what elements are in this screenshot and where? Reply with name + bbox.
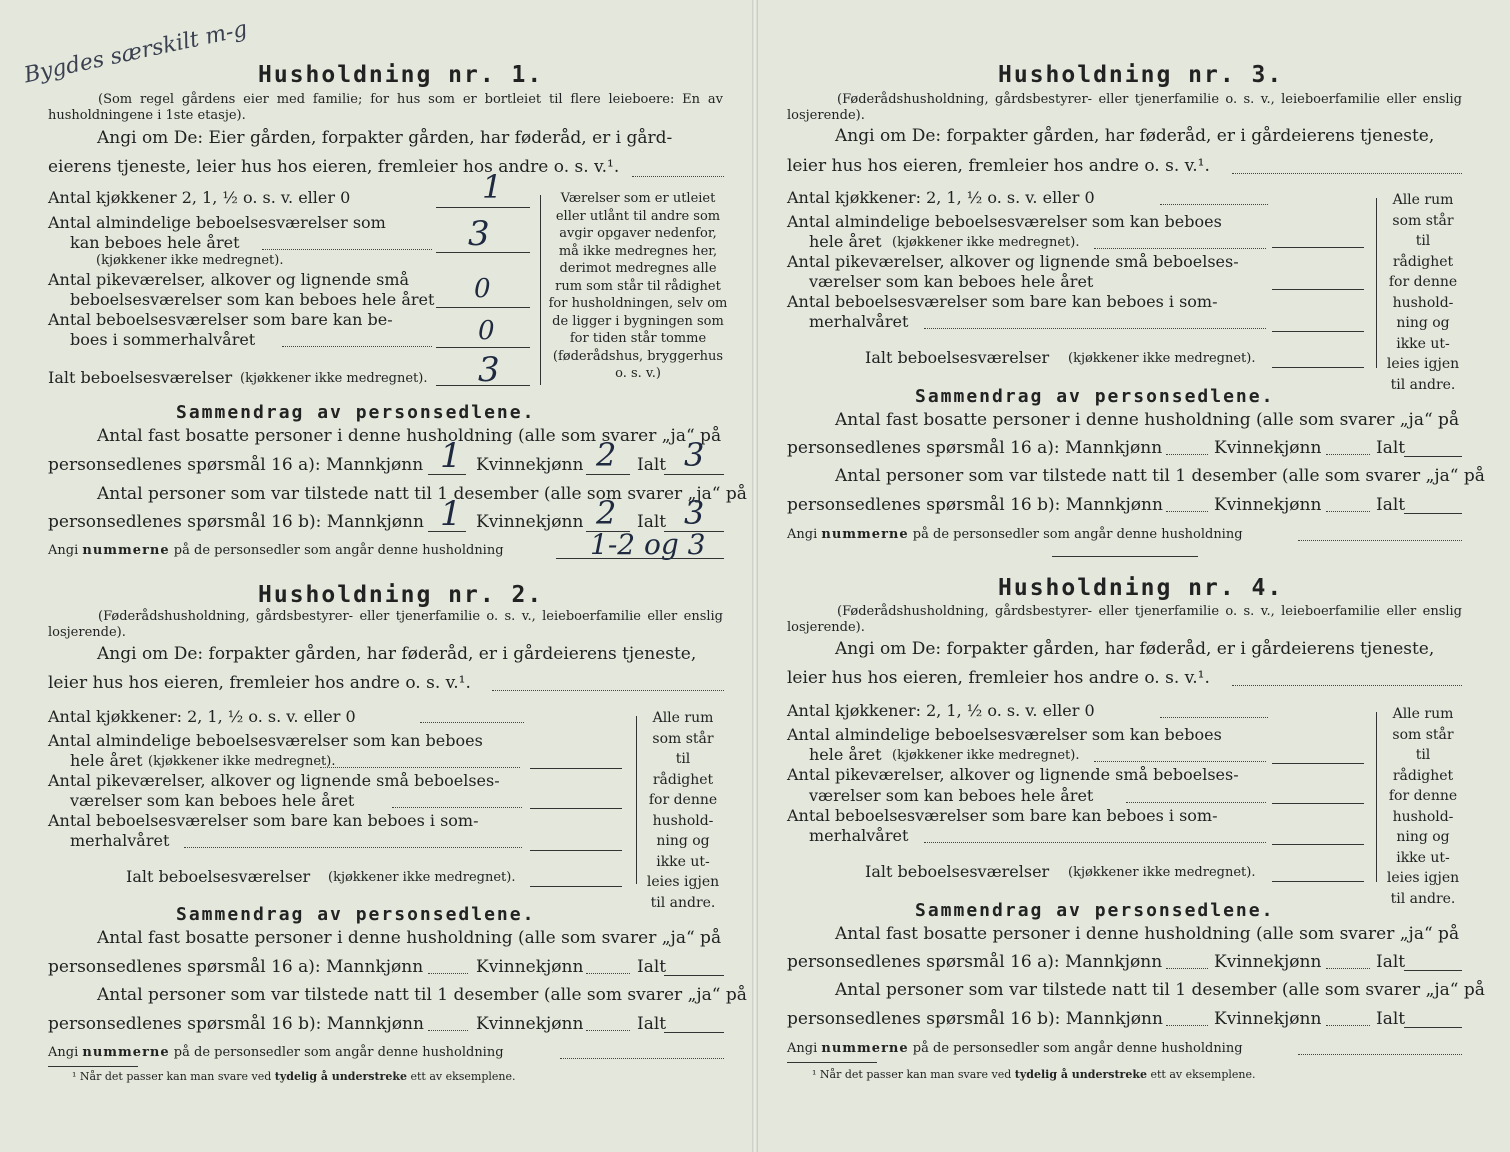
hh1-sum-a2: personsedlenes spørsmål 16 a): Mannkjønn <box>48 455 424 475</box>
hh1-kjokkener-label: Antal kjøkkener 2, 1, ½ o. s. v. eller 0 <box>48 188 351 207</box>
hh4-sum-b2: personsedlenes spørsmål 16 b): Mannkjønn <box>787 1009 1163 1029</box>
hh1-sum-b1: Antal personer som var tilstede natt til 1 desember (alle som svarer „ja“ på <box>97 484 747 504</box>
hh1-alm-label1: Antal almindelige beboelsesværelser som <box>48 213 386 232</box>
hh2-alm-label1: Antal almindelige beboelsesværelser som kan beboes <box>48 731 483 750</box>
hh2-b-ialt-label: Ialt <box>637 1014 667 1034</box>
hh3-pike-label1: Antal pikeværelser, alkover og lignende små beboelses- <box>787 252 1239 271</box>
hh1-sum-a1: Antal fast bosatte personer i denne husholdning (alle som svarer „ja“ på <box>97 426 722 446</box>
hh3-nummer-label: Angi nummerne på de personsedler som angår denne husholdning <box>787 527 1243 542</box>
hh4-b-kvinne-label: Kvinnekjønn <box>1214 1009 1322 1029</box>
hh1-b-ialt-label: Ialt <box>637 512 667 532</box>
hh2-ialt-label: Ialt beboelsesværelser <box>126 867 311 886</box>
hh1-pike-label1: Antal pikeværelser, alkover og lignende små <box>48 270 410 289</box>
hh2-a-ialt-label: Ialt <box>637 957 667 977</box>
hh1-b-mann: 1 <box>440 494 462 534</box>
hh2-kjokkener-label: Antal kjøkkener: 2, 1, ½ o. s. v. eller 0 <box>48 707 356 726</box>
hh4-sommer-label1: Antal beboelsesværelser som bare kan beboes i som- <box>787 806 1218 825</box>
hh1-angi-line2: eierens tjeneste, leier hus hos eieren, fremleier hos andre o. s. v.¹. <box>48 157 620 177</box>
hh2-alm-label2: hele året <box>70 751 143 770</box>
hh3-instruction: (Føderådshusholdning, gårdsbestyrer- eller tjenerfamilie o. s. v., leieboerfamilie eller enslig losjerende). <box>787 92 1462 123</box>
hh4-instruction: (Føderådshusholdning, gårdsbestyrer- eller tjenerfamilie o. s. v., leieboerfamilie eller enslig losjerende). <box>787 604 1462 635</box>
hh3-alm-label1: Antal almindelige beboelsesværelser som kan beboes <box>787 212 1222 231</box>
hh3-title: Husholdning nr. 3. <box>998 62 1284 88</box>
left-footnote: ¹ Når det passer kan man svare ved tydelig å understreke ett av eksemplene. <box>72 1070 516 1083</box>
hh2-side-note: Alle rum som står til rådighet for denne hushold-ning og ikke ut-leies igjen til andre. <box>646 710 720 911</box>
hh2-angi-line1: Angi om De: forpakter gården, har føderåd, er i gårdeierens tjeneste, <box>97 644 697 664</box>
hh1-sum-title: Sammendrag av personsedlene. <box>176 402 536 423</box>
hh1-instruction: (Som regel gårdens eier med familie; for hus som er bortleiet til flere leieboere: En av husholdningene i 1ste etasje). <box>48 92 723 123</box>
hh1-nummer-value: 1-2 og 3 <box>590 528 706 561</box>
hh1-alm-note: (kjøkkener ikke medregnet). <box>96 253 284 268</box>
hh1-ialt-note: (kjøkkener ikke medregnet). <box>240 371 428 386</box>
hh3-b-kvinne-label: Kvinnekjønn <box>1214 495 1322 515</box>
hh2-instruction: (Føderådshusholdning, gårdsbestyrer- eller tjenerfamilie o. s. v., leieboerfamilie eller enslig losjerende). <box>48 609 723 640</box>
hh1-sommer-label1: Antal beboelsesværelser som bare kan be- <box>48 310 393 329</box>
hh4-a-ialt-label: Ialt <box>1376 952 1406 972</box>
hh3-a-ialt-label: Ialt <box>1376 438 1406 458</box>
hh1-sommer-label2: boes i sommerhalvåret <box>70 330 256 349</box>
hh2-pike-label1: Antal pikeværelser, alkover og lignende små beboelses- <box>48 771 500 790</box>
hh4-kjokkener-label: Antal kjøkkener: 2, 1, ½ o. s. v. eller 0 <box>787 701 1095 720</box>
hh2-angi-line2: leier hus hos eieren, fremleier hos andre o. s. v.¹. <box>48 673 471 693</box>
hh4-side-note: Alle rum som står til rådighet for denne hushold-ning og ikke ut-leies igjen til andre. <box>1386 706 1460 907</box>
hh2-title: Husholdning nr. 2. <box>258 582 544 608</box>
hh4-title: Husholdning nr. 4. <box>998 575 1284 601</box>
hh2-sum-b2: personsedlenes spørsmål 16 b): Mannkjønn <box>48 1014 424 1034</box>
hh3-sommer-label2: merhalvåret <box>809 312 909 331</box>
hh1-title: Husholdning nr. 1. <box>258 62 544 88</box>
hh1-a-kvinne-label: Kvinnekjønn <box>476 455 584 475</box>
hh2-a-kvinne-label: Kvinnekjønn <box>476 957 584 977</box>
hh3-sum-a2: personsedlenes spørsmål 16 a): Mannkjønn <box>787 438 1163 458</box>
hh1-sum-b2: personsedlenes spørsmål 16 b): Mannkjønn <box>48 512 424 532</box>
hh4-alm-label2: hele året <box>809 745 882 764</box>
hh1-a-ialt: 3 <box>684 436 705 474</box>
hh4-alm-note: (kjøkkener ikke medregnet). <box>892 748 1080 763</box>
hh3-alm-note: (kjøkkener ikke medregnet). <box>892 235 1080 250</box>
hh4-pike-label1: Antal pikeværelser, alkover og lignende små beboelses- <box>787 765 1239 784</box>
margin-handwriting: Bygdes særskilt m-g <box>21 16 250 89</box>
hh2-sum-b1: Antal personer som var tilstede natt til 1 desember (alle som svarer „ja“ på <box>97 985 747 1005</box>
hh3-b-ialt-label: Ialt <box>1376 495 1406 515</box>
hh1-alm-value: 3 <box>468 214 490 254</box>
hh3-a-kvinne-label: Kvinnekjønn <box>1214 438 1322 458</box>
hh3-sum-b2: personsedlenes spørsmål 16 b): Mannkjønn <box>787 495 1163 515</box>
hh3-sommer-label1: Antal beboelsesværelser som bare kan beboes i som- <box>787 292 1218 311</box>
hh1-angi-line1: Angi om De: Eier gården, forpakter gården, har føderåd, er i gård- <box>97 128 673 148</box>
hh4-sum-a1: Antal fast bosatte personer i denne husholdning (alle som svarer „ja“ på <box>835 924 1460 944</box>
hh2-sum-a1: Antal fast bosatte personer i denne husholdning (alle som svarer „ja“ på <box>97 928 722 948</box>
hh3-angi-line1: Angi om De: forpakter gården, har føderåd, er i gårdeierens tjeneste, <box>835 126 1435 146</box>
hh3-alm-label2: hele året <box>809 232 882 251</box>
hh1-kjokkener-value: 1 <box>482 168 503 206</box>
hh4-angi-line2: leier hus hos eieren, fremleier hos andre o. s. v.¹. <box>787 668 1210 688</box>
hh3-side-note: Alle rum som står til rådighet for denne hushold-ning og ikke ut-leies igjen til andre. <box>1386 192 1460 393</box>
hh4-pike-label2: værelser som kan beboes hele året <box>809 786 1094 805</box>
hh2-sum-a2: personsedlenes spørsmål 16 a): Mannkjønn <box>48 957 424 977</box>
hh4-alm-label1: Antal almindelige beboelsesværelser som kan beboes <box>787 725 1222 744</box>
hh4-sommer-label2: merhalvåret <box>809 826 909 845</box>
hh3-kjokkener-label: Antal kjøkkener: 2, 1, ½ o. s. v. eller 0 <box>787 188 1095 207</box>
hh1-b-kvinne-label: Kvinnekjønn <box>476 512 584 532</box>
hh3-pike-label2: værelser som kan beboes hele året <box>809 272 1094 291</box>
hh1-nummer-label: Angi nummerne på de personsedler som angår denne husholdning <box>48 543 504 558</box>
hh1-a-kvinne: 2 <box>596 436 617 474</box>
hh1-pike-label2: beboelsesværelser som kan beboes hele året <box>70 290 435 309</box>
hh3-ialt-label: Ialt beboelsesværelser <box>865 348 1050 367</box>
hh2-pike-label2: værelser som kan beboes hele året <box>70 791 355 810</box>
hh3-ialt-note: (kjøkkener ikke medregnet). <box>1068 351 1256 366</box>
hh4-nummer-label: Angi nummerne på de personsedler som angår denne husholdning <box>787 1041 1243 1056</box>
hh4-sum-a2: personsedlenes spørsmål 16 a): Mannkjønn <box>787 952 1163 972</box>
hh3-sum-title: Sammendrag av personsedlene. <box>915 386 1275 407</box>
hh2-ialt-note: (kjøkkener ikke medregnet). <box>328 870 516 885</box>
hh2-alm-note: (kjøkkener ikke medregnet). <box>148 754 336 769</box>
page-fold <box>752 0 758 1152</box>
hh4-ialt-note: (kjøkkener ikke medregnet). <box>1068 865 1256 880</box>
hh1-pike-value: 0 <box>474 274 491 304</box>
hh4-angi-line1: Angi om De: forpakter gården, har føderåd, er i gårdeierens tjeneste, <box>835 639 1435 659</box>
hh4-sum-b1: Antal personer som var tilstede natt til 1 desember (alle som svarer „ja“ på <box>835 980 1485 1000</box>
hh1-alm-label2: kan beboes hele året <box>70 233 240 252</box>
hh4-b-ialt-label: Ialt <box>1376 1009 1406 1029</box>
hh1-ialt-value: 3 <box>478 350 500 390</box>
right-footnote: ¹ Når det passer kan man svare ved tydelig å understreke ett av eksemplene. <box>812 1068 1256 1081</box>
hh1-side-note: Værelser som er utleiet eller utlånt til andre som avgir opgaver nedenfor, må ikke medregnes her, derimot medregnes alle rum som står til rådighet for husholdningen, selv om de ligger i bygningen som for tiden står tomme (føderådshus, bryggerhus o. s. v.) <box>548 191 728 381</box>
hh4-a-kvinne-label: Kvinnekjønn <box>1214 952 1322 972</box>
hh1-ialt-label: Ialt beboelsesværelser <box>48 368 233 387</box>
hh1-a-ialt-label: Ialt <box>637 455 667 475</box>
hh3-angi-line2: leier hus hos eieren, fremleier hos andre o. s. v.¹. <box>787 156 1210 176</box>
hh4-sum-title: Sammendrag av personsedlene. <box>915 900 1275 921</box>
hh1-b-ialt: 3 <box>684 494 705 532</box>
hh2-sum-title: Sammendrag av personsedlene. <box>176 904 536 925</box>
hh1-a-mann: 1 <box>440 436 462 476</box>
hh2-b-kvinne-label: Kvinnekjønn <box>476 1014 584 1034</box>
hh1-sommer-value: 0 <box>478 316 495 346</box>
hh3-sum-a1: Antal fast bosatte personer i denne husholdning (alle som svarer „ja“ på <box>835 410 1460 430</box>
hh2-sommer-label1: Antal beboelsesværelser som bare kan beboes i som- <box>48 811 479 830</box>
hh3-sum-b1: Antal personer som var tilstede natt til 1 desember (alle som svarer „ja“ på <box>835 466 1485 486</box>
hh4-ialt-label: Ialt beboelsesværelser <box>865 862 1050 881</box>
hh1-b-kvinne: 2 <box>596 494 617 532</box>
hh2-sommer-label2: merhalvåret <box>70 831 170 850</box>
hh2-nummer-label: Angi nummerne på de personsedler som angår denne husholdning <box>48 1045 504 1060</box>
